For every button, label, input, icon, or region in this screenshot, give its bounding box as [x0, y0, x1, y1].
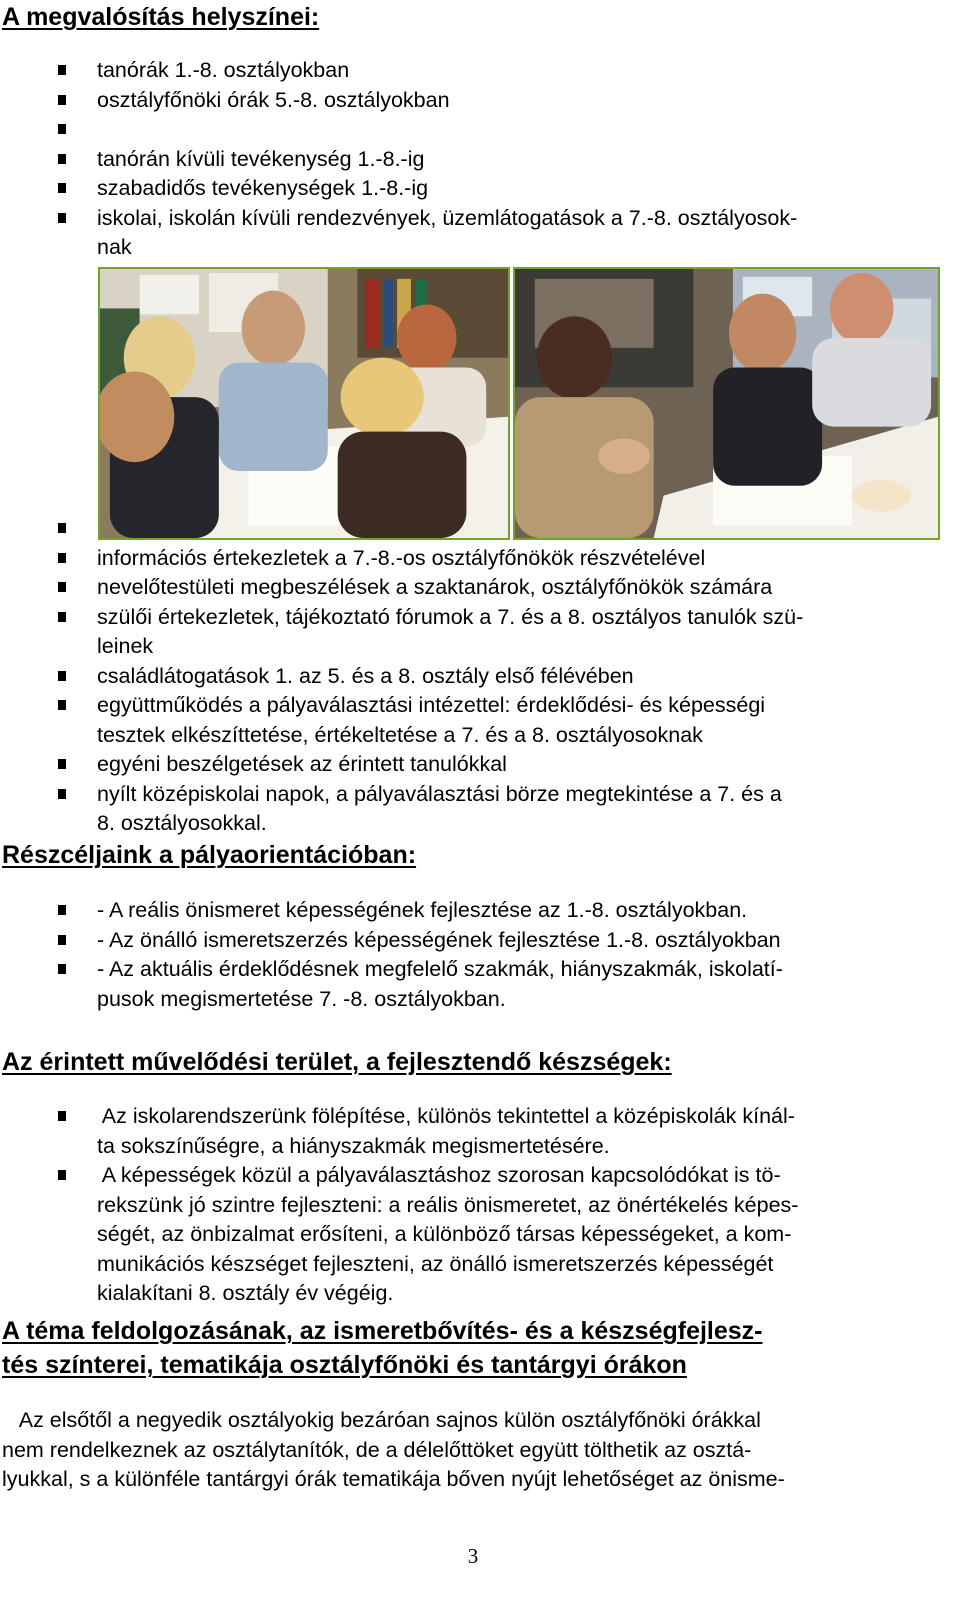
- list-item: [0, 1102, 940, 1161]
- list-item: [0, 926, 940, 956]
- paragraph-line: lyukkal, s a különféle tantárgyi órák tematikája bőven nyújt lehetőséget az önisme-: [2, 1467, 785, 1491]
- list-item-line: - Az önálló ismeretszerzés képességének fejlesztése 1.-8. osztályokban: [97, 927, 781, 952]
- square-bullet-icon: [58, 1111, 66, 1121]
- list-item: [0, 544, 940, 574]
- workshop-photo-right: [513, 267, 940, 540]
- list-item-line: leinek: [97, 634, 154, 658]
- list-item-line: nak: [97, 235, 132, 259]
- list-item: [0, 603, 940, 662]
- list-item: [0, 1161, 940, 1309]
- list-item: [0, 56, 940, 86]
- page-number: 3: [467, 1544, 479, 1568]
- list-item-text: [97, 750, 940, 780]
- list-item-text: [97, 926, 940, 956]
- square-bullet-icon: [58, 612, 66, 622]
- list-item-line: szabadidős tevékenységek 1.-8.-ig: [97, 176, 429, 200]
- list-item-text: [97, 174, 940, 204]
- list-item-line: - Az aktuális érdeklődésnek megfelelő szakmák, hiányszakmák, iskolatí-: [97, 957, 783, 981]
- paragraph-line: nem rendelkeznek az osztálytanítók, de a délelőttöket együtt tölthetik az osztá-: [2, 1437, 752, 1462]
- list-item-line: egyéni beszélgetések az érintett tanulókkal: [97, 752, 507, 776]
- square-bullet-icon: [58, 582, 66, 592]
- square-bullet-icon: [58, 964, 66, 974]
- list-item-line: 8. osztályosokkal.: [97, 811, 267, 835]
- sub-goals-list: [0, 896, 960, 1014]
- list-item-text: [97, 145, 940, 175]
- square-bullet-icon: [58, 95, 66, 105]
- list-item-line: szülői értekezletek, tájékoztató fórumok a 7. és a 8. osztályos tanulók szü-: [97, 604, 804, 629]
- list-item-text: [97, 780, 940, 839]
- list-item-text: [97, 514, 940, 544]
- list-item: [0, 896, 940, 926]
- square-bullet-icon: [58, 553, 66, 563]
- list-item-line: [97, 514, 940, 544]
- list-item-line: családlátogatások 1. az 5. és a 8. osztály első félévében: [97, 663, 634, 688]
- square-bullet-icon: [58, 905, 66, 915]
- list-item-text: [97, 204, 940, 263]
- list-item: [0, 750, 940, 780]
- list-item: [0, 204, 940, 263]
- list-item-line: A képességek közül a pályaválasztáshoz szorosan kapcsolódókat is tö-: [97, 1163, 781, 1187]
- list-item: [0, 573, 940, 603]
- square-bullet-icon: [58, 154, 66, 164]
- square-bullet-icon: [58, 700, 66, 710]
- list-item: [0, 86, 940, 116]
- list-item-text: [97, 1161, 940, 1309]
- list-item-line: iskolai, iskolán kívüli rendezvények, üzemlátogatások a 7.-8. osztályosok-: [97, 205, 798, 230]
- list-item-line: Az iskolarendszerünk fölépítése, különös tekintettel a középiskolák kínál-: [97, 1104, 795, 1128]
- list-item: [0, 780, 940, 839]
- heading-sub-goals: Részcéljaink a pályaorientációban:: [2, 841, 417, 869]
- heading-topic-line-2: tés színterei, tematikája osztályfőnöki és tantárgyi órákon: [2, 1351, 687, 1379]
- list-item-line: munikációs készséget fejleszteni, az önálló ismeretszerzés képességét: [97, 1251, 774, 1276]
- list-item: [0, 662, 940, 692]
- list-item-text: [97, 573, 940, 603]
- square-bullet-icon: [58, 789, 66, 799]
- square-bullet-icon: [58, 213, 66, 223]
- list-item-line: nyílt középiskolai napok, a pályaválasztási börze megtekintése a 7. és a: [97, 781, 782, 806]
- list-item-text: [97, 955, 940, 1014]
- list-item: [0, 955, 940, 1014]
- list-item-text: [97, 1102, 940, 1161]
- list-item-line: információs értekezletek a 7.-8.-os osztályfőnökök részvételével: [97, 545, 706, 570]
- list-item-line: tesztek elkészíttetése, értékeltetése a 7. és a 8. osztályosoknak: [97, 722, 703, 747]
- square-bullet-icon: [58, 1170, 66, 1180]
- list-item: [0, 145, 940, 175]
- heading-locations: A megvalósítás helyszínei:: [2, 3, 320, 31]
- square-bullet-icon: [58, 671, 66, 681]
- list-item-line: kialakítani 8. osztály év végéig.: [97, 1281, 394, 1305]
- list-item: [0, 514, 940, 544]
- list-item-line: ségét, az önbizalmat erősíteni, a különböző társas képességeket, a kom-: [97, 1222, 792, 1246]
- heading-topic-line-1: A téma feldolgozásának, az ismeretbővítés- és a készségfejlesz-: [2, 1317, 763, 1345]
- photo-row: [98, 267, 940, 540]
- list-item: [0, 174, 940, 204]
- list-item-line: - A reális önismeret képességének fejlesztése az 1.-8. osztályokban.: [97, 898, 748, 922]
- list-item-text: [97, 56, 940, 86]
- square-bullet-icon: [58, 523, 66, 533]
- locations-list-top: [0, 56, 960, 263]
- list-item-line: nevelőtestületi megbeszélések a szaktanárok, osztályfőnökök számára: [97, 575, 773, 599]
- square-bullet-icon: [58, 935, 66, 945]
- list-item-text: [97, 603, 940, 662]
- intro-paragraph: [2, 1406, 785, 1495]
- list-item-text: [97, 691, 940, 750]
- list-item-line: [97, 115, 940, 145]
- list-item-line: pusok megismertetése 7. -8. osztályokban.: [97, 986, 506, 1011]
- heading-affected-area: Az érintett művelődési terület, a fejlesztendő készségek:: [2, 1048, 672, 1076]
- list-item: [0, 115, 940, 145]
- list-item-text: [97, 544, 940, 574]
- list-item-text: [97, 662, 940, 692]
- skills-list: [0, 1102, 960, 1309]
- list-item-text: [97, 115, 940, 145]
- locations-list-bottom: [0, 514, 960, 839]
- list-item-line: tanórák 1.-8. osztályokban: [97, 58, 350, 82]
- list-item-line: együttműködés a pályaválasztási intézettel: érdeklődési- és képességi: [97, 693, 766, 717]
- list-item-line: osztályfőnöki órák 5.-8. osztályokban: [97, 87, 450, 112]
- square-bullet-icon: [58, 65, 66, 75]
- list-item: [0, 691, 940, 750]
- list-item-line: ta sokszínűségre, a hiányszakmák megismertetésére.: [97, 1133, 610, 1158]
- square-bullet-icon: [58, 183, 66, 193]
- list-item-text: [97, 86, 940, 116]
- square-bullet-icon: [58, 759, 66, 769]
- list-item-line: tanórán kívüli tevékenység 1.-8.-ig: [97, 146, 425, 171]
- workshop-photo-left: [98, 267, 510, 540]
- square-bullet-icon: [58, 124, 66, 134]
- list-item-line: rekszünk jó szintre fejleszteni: a reális önismeretet, az önértékelés képes-: [97, 1192, 799, 1217]
- paragraph-line: Az elsőtől a negyedik osztályokig bezáróan sajnos külön osztályfőnöki órákkal: [2, 1408, 761, 1432]
- list-item-text: [97, 896, 940, 926]
